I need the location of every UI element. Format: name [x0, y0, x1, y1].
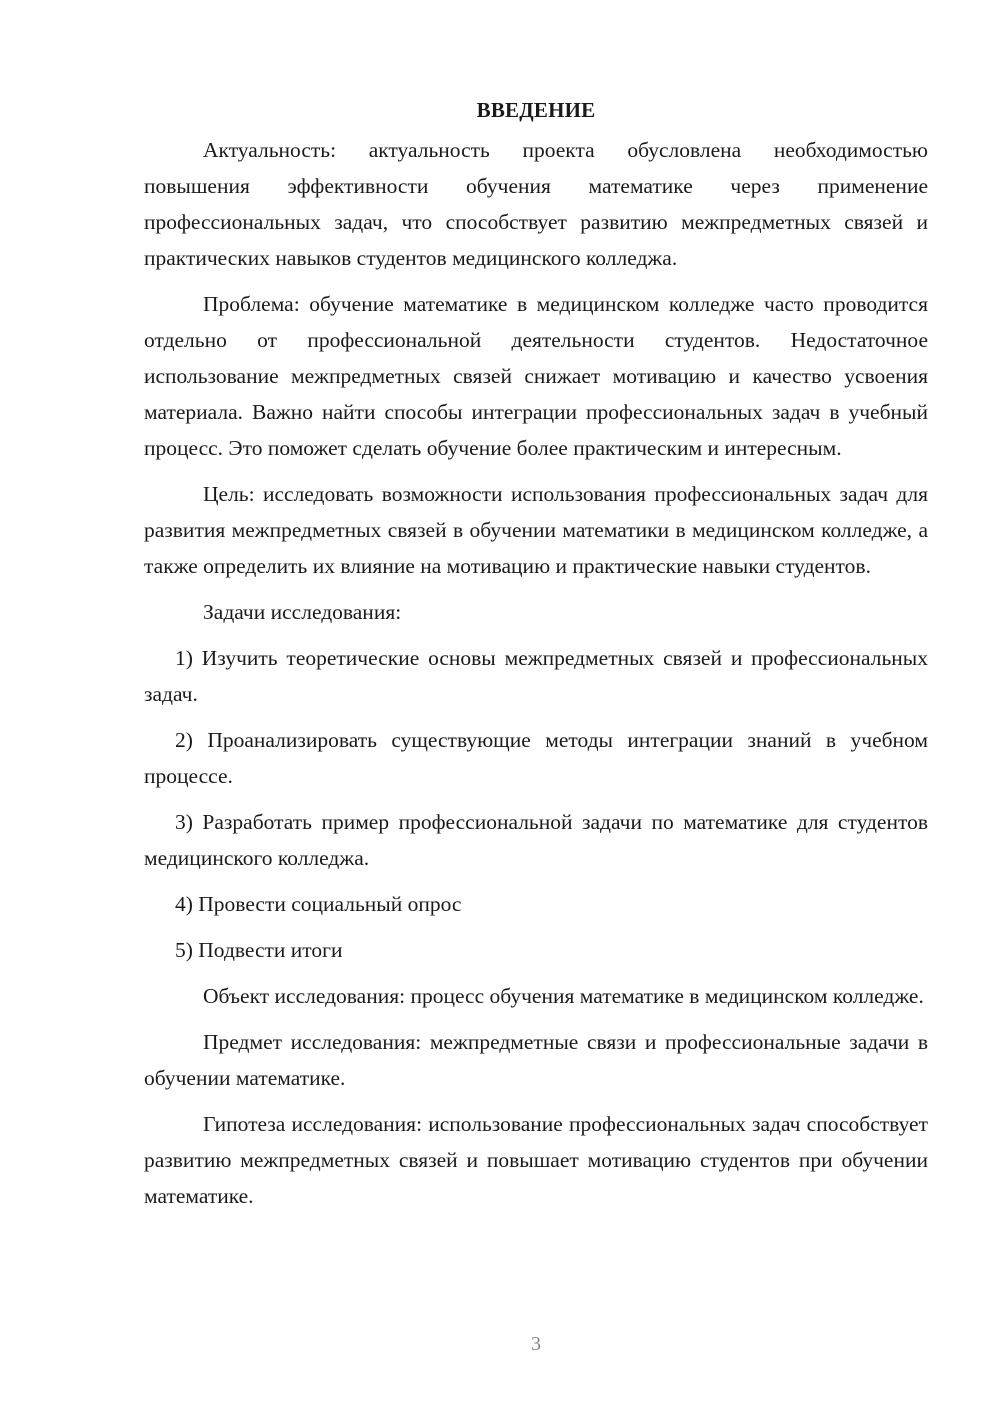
paragraph-problem: Проблема: обучение математике в медицинском колледже часто проводится отдельно от профессиональной деятельности студентов. Недостаточное использование межпредметных связей снижает мотивацию и качество усвоения материала. Важно найти способы интеграции профессиональных задач в учебный процесс. Это поможет сделать обучение более практическим и интересным.: [144, 292, 928, 460]
document-body: [144, 92, 928, 1224]
task-item-4: 4) Провести социальный опрос: [175, 892, 462, 916]
paragraph-relevance: Актуальность: актуальность проекта обусловлена необходимостью повышения эффективности обучения математике через применение профессиональных задач, что способствует развитию межпредметных связей и практических навыков студентов медицинского колледжа.: [144, 138, 928, 270]
paragraph-goal: Цель: исследовать возможности использования профессиональных задач для развития межпредметных связей в обучении математики в медицинском колледже, а также определить их влияние на мотивацию и практические навыки студентов.: [144, 482, 928, 578]
task-item-3: 3) Разработать пример профессиональной задачи по математике для студентов медицинского колледжа.: [144, 810, 928, 870]
paragraph-hypothesis: Гипотеза исследования: использование профессиональных задач способствует развитию межпредметных связей и повышает мотивацию студентов при обучении математике.: [144, 1112, 928, 1208]
paragraph-subject: Предмет исследования: межпредметные связи и профессиональные задачи в обучении математике.: [144, 1030, 928, 1090]
paragraph-object: Объект исследования: процесс обучения математике в медицинском колледже.: [203, 984, 924, 1008]
tasks-heading: Задачи исследования:: [203, 600, 402, 624]
page-title: ВВЕДЕНИЕ: [476, 98, 596, 122]
page-number: 3: [531, 1333, 541, 1355]
task-item-1: 1) Изучить теоретические основы межпредметных связей и профессиональных задач.: [144, 646, 928, 706]
task-item-2: 2) Проанализировать существующие методы интеграции знаний в учебном процессе.: [144, 728, 928, 788]
task-item-5: 5) Подвести итоги: [175, 938, 343, 962]
